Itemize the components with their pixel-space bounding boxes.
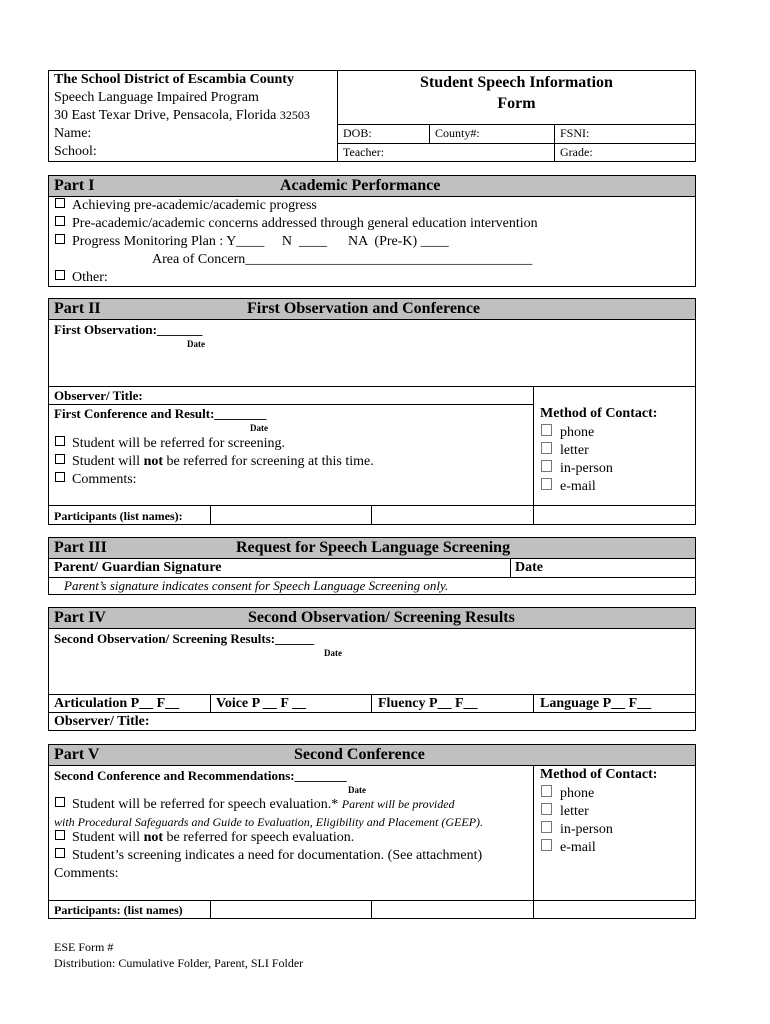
method-of-contact-label-2: Method of Contact: [540,767,658,782]
fluency-result[interactable]: Fluency P__ F__ [378,696,478,711]
grade-label: Grade: [560,145,593,159]
address: 30 East Texar Drive, Pensacola, Florida 32503 [54,108,310,123]
teacher-label: Teacher: [343,145,385,159]
program-name: Speech Language Impaired Program [54,90,259,105]
school-label: School: [54,144,97,159]
consent-note: Parent’s signature indicates consent for Speech Language Screening only. [64,578,449,593]
area-of-concern[interactable]: Area of Concern_________________________________________ [152,252,533,267]
form-title: Student Speech Information Form [420,74,613,112]
first-observation-label[interactable]: First Observation:_______ [54,322,203,337]
first-observation-date: Date [187,339,205,349]
checkbox[interactable] [55,797,65,807]
guardian-signature-label[interactable]: Parent/ Guardian Signature [54,560,222,575]
part1-item-achieving[interactable]: Achieving pre-academic/academic progress [55,198,317,214]
part1-label: Part I [54,177,95,194]
checkbox[interactable] [55,198,65,208]
part1-item-progress[interactable]: Progress Monitoring Plan : Y____ N ____ NA (Pre-K) ____ [55,234,449,250]
participants-label-2: Participants: (list names) [54,903,183,917]
form-number: ESE Form # [54,940,114,954]
part5-label: Part V [54,746,100,763]
not-referred-option[interactable]: Student will not be referred for screening at this time. [55,454,374,470]
signature-date-label[interactable]: Date [515,560,543,575]
documentation-option[interactable]: Student’s screening indicates a need for documentation. (See attachment) [55,848,482,864]
evaluation-option[interactable]: Student will be referred for speech evaluation.* Parent will be provided [55,797,455,813]
checkbox[interactable] [55,472,65,482]
checkbox[interactable] [541,785,552,797]
checkbox[interactable] [55,216,65,226]
part4-label: Part IV [54,609,106,626]
fsni-label: FSNI: [560,126,590,140]
observer-title-label: Observer/ Title: [54,388,143,403]
part1-item-concerns[interactable]: Pre-academic/academic concerns addressed through general education intervention [55,216,538,232]
method-email[interactable]: e-mail [541,478,596,495]
checkbox[interactable] [55,270,65,280]
comments-option[interactable]: Comments: [55,472,137,488]
part1-title: Academic Performance [280,177,441,194]
participants-label: Participants (list names): [54,509,183,523]
checkbox[interactable] [55,436,65,446]
method-phone[interactable]: phone [541,424,594,441]
first-conference-date: Date [250,423,268,433]
method-in-person-2[interactable]: in-person [541,821,613,838]
checkbox[interactable] [541,478,552,490]
checkbox[interactable] [541,803,552,815]
comments-label-2: Comments: [54,866,119,881]
method-email-2[interactable]: e-mail [541,839,596,856]
checkbox[interactable] [55,454,65,464]
part2-label: Part II [54,300,101,317]
method-letter-2[interactable]: letter [541,803,589,820]
first-conference-label[interactable]: First Conference and Result:________ [54,406,267,421]
observer-title-label-2: Observer/ Title: [54,714,150,729]
voice-result[interactable]: Voice P __ F __ [216,696,306,711]
screening-results-label[interactable]: Second Observation/ Screening Results:______ [54,631,315,646]
county-label: County#: [435,126,480,140]
checkbox[interactable] [541,821,552,833]
language-result[interactable]: Language P__ F__ [540,696,652,711]
part1-item-other[interactable]: Other: [55,270,108,286]
second-conference-date: Date [348,785,366,795]
method-in-person[interactable]: in-person [541,460,613,477]
checkbox[interactable] [55,848,65,858]
checkbox[interactable] [55,830,65,840]
part3-label: Part III [54,539,107,556]
checkbox[interactable] [55,234,65,244]
checkbox[interactable] [541,442,552,454]
distribution: Distribution: Cumulative Folder, Parent, SLI Folder [54,956,304,970]
checkbox[interactable] [541,460,552,472]
second-conference-label[interactable]: Second Conference and Recommendations:________ [54,768,347,783]
articulation-result[interactable]: Articulation P__ F__ [54,696,180,711]
checkbox[interactable] [541,839,552,851]
method-of-contact-label: Method of Contact: [540,406,658,421]
referred-option[interactable]: Student will be referred for screening. [55,436,285,452]
screening-results-date: Date [324,648,342,658]
not-evaluation-option[interactable]: Student will not be referred for speech evaluation. [55,830,354,846]
part2-title: First Observation and Conference [247,300,481,317]
part3-title: Request for Speech Language Screening [236,539,511,556]
dob-label: DOB: [343,126,372,140]
checkbox[interactable] [541,424,552,436]
evaluation-note: with Procedural Safeguards and Guide to Evaluation, Eligibility and Placement (GEEP). [54,815,484,829]
district-name: The School District of Escambia County [54,72,294,87]
name-label: Name: [54,126,92,141]
method-letter[interactable]: letter [541,442,589,459]
part4-title: Second Observation/ Screening Results [248,609,515,626]
method-phone-2[interactable]: phone [541,785,594,802]
part5-title: Second Conference [294,746,425,763]
